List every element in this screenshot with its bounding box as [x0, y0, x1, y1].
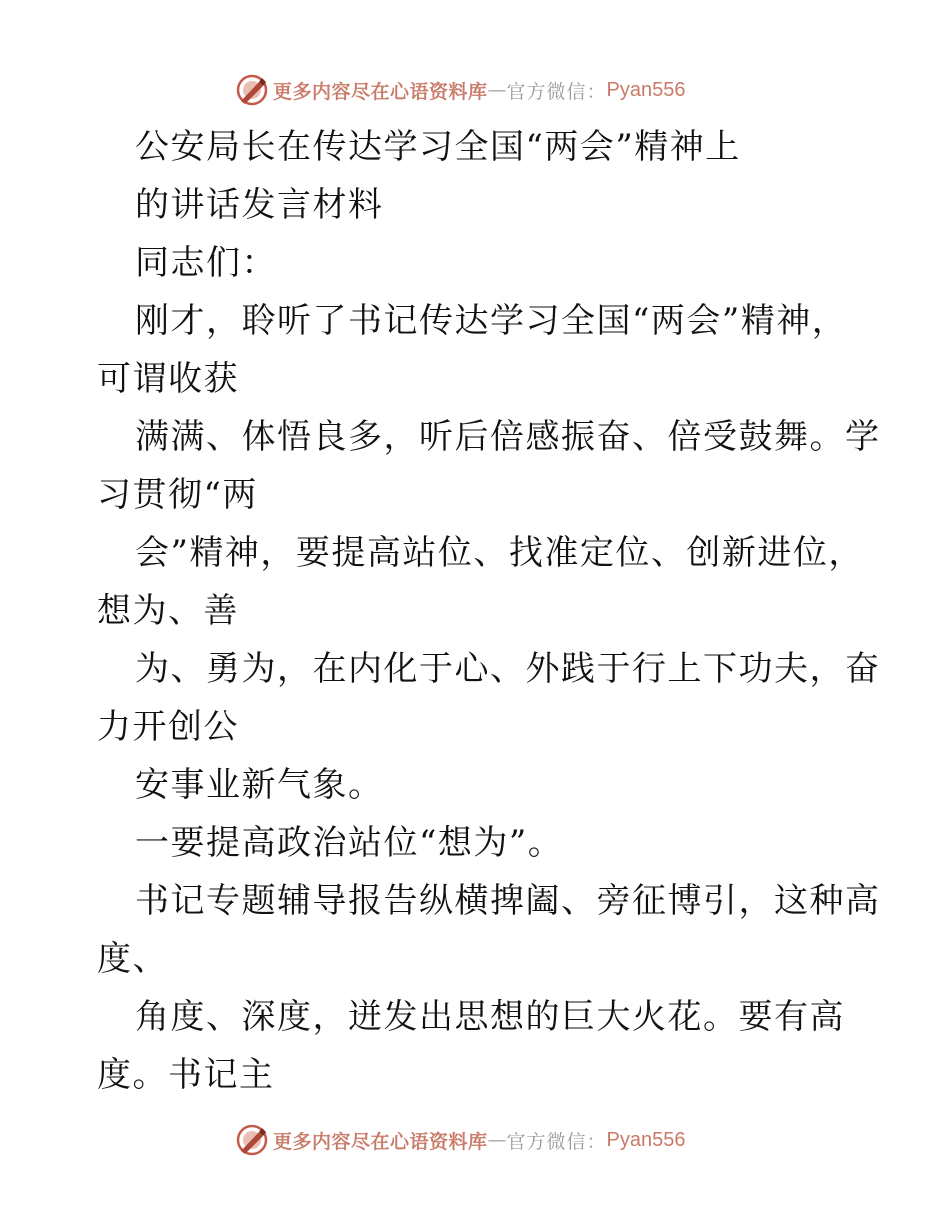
- banner-wechat-id: Pyan556: [606, 1128, 686, 1151]
- banner-separator: —: [487, 79, 507, 101]
- text-line: 角度、深度，迸发出思想的巨大火花。要有高: [135, 997, 845, 1037]
- banner-separator: —: [487, 1129, 507, 1151]
- text-line: 想为、善: [97, 591, 239, 631]
- header-watermark-banner: [235, 72, 686, 108]
- text-line: 为、勇为，在内化于心、外践于行上下功夫，奋: [135, 649, 881, 689]
- document-body: [0, 118, 950, 1104]
- pen-seal-logo-icon: [235, 73, 269, 107]
- banner-main-text: 更多内容尽在心语资料库: [273, 1130, 488, 1153]
- text-line: 满满、体悟良多，听后倍感振奋、倍受鼓舞。学: [135, 417, 881, 457]
- title-line-2: 的讲话发言材料: [135, 185, 384, 225]
- banner-main-text: 更多内容尽在心语资料库: [273, 80, 488, 103]
- footer-watermark-banner: [235, 1122, 686, 1158]
- title-line-1: 公安局长在传达学习全国“两会”精神上: [135, 127, 741, 167]
- text-line: 书记专题辅导报告纵横捭阖、旁征博引，这种高: [135, 881, 881, 921]
- section-heading: 一要提高政治站位“想为”。: [135, 823, 564, 863]
- text-line: 度。书记主: [97, 1055, 275, 1095]
- text-line: 力开创公: [97, 707, 239, 747]
- text-line: 会”精神，要提高站位、找准定位、创新进位，: [135, 533, 864, 573]
- salutation: 同志们：: [135, 243, 277, 283]
- banner-wechat-id: Pyan556: [606, 78, 686, 101]
- text-line: 可谓收获: [97, 359, 239, 399]
- text-line: 安事业新气象。: [135, 765, 384, 805]
- banner-wechat-label: 官方微信：: [506, 80, 607, 103]
- text-line: 习贯彻“两: [97, 475, 258, 515]
- text-line: 刚才，聆听了书记传达学习全国“两会”精神，: [135, 301, 848, 341]
- text-line: 度、: [97, 939, 168, 979]
- banner-wechat-label: 官方微信：: [506, 1130, 607, 1153]
- pen-seal-logo-icon: [235, 1123, 269, 1157]
